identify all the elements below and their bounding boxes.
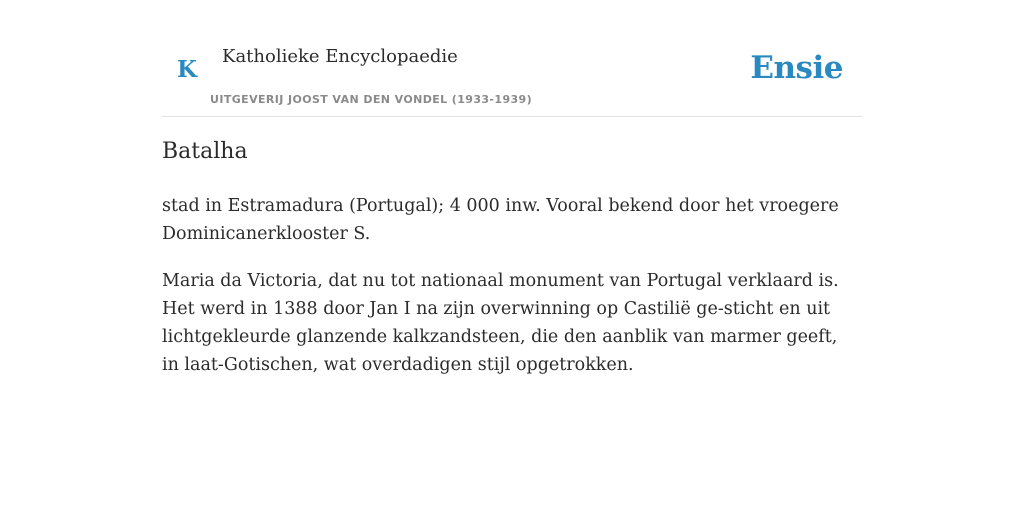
source-subtitle: UITGEVERIJ JOOST VAN DEN VONDEL (1933-1939)	[210, 93, 533, 106]
article-body	[162, 192, 852, 398]
brand-logo[interactable]: Ensie	[750, 50, 843, 86]
article-title: Batalha	[162, 139, 248, 164]
article-paragraph: stad in Estramadura (Portugal); 4 000 inw. Vooral bekend door het vroegere Dominicanerklooster S.	[162, 196, 839, 244]
source-header	[162, 30, 862, 117]
source-logo[interactable]: K	[177, 56, 197, 83]
article-paragraph: Maria da Victoria, dat nu tot nationaal monument van Portugal verklaard is. Het werd in 1388 door Jan I na zijn overwinning op Castilië ge-sticht en uit lichtgekleurde glanzende kalkzandsteen, die den aanblik van marmer geeft, in laat-Gotischen, wat overdadigen stijl opgetrokken.	[162, 271, 839, 375]
source-title[interactable]: Katholieke Encyclopaedie	[222, 46, 458, 67]
